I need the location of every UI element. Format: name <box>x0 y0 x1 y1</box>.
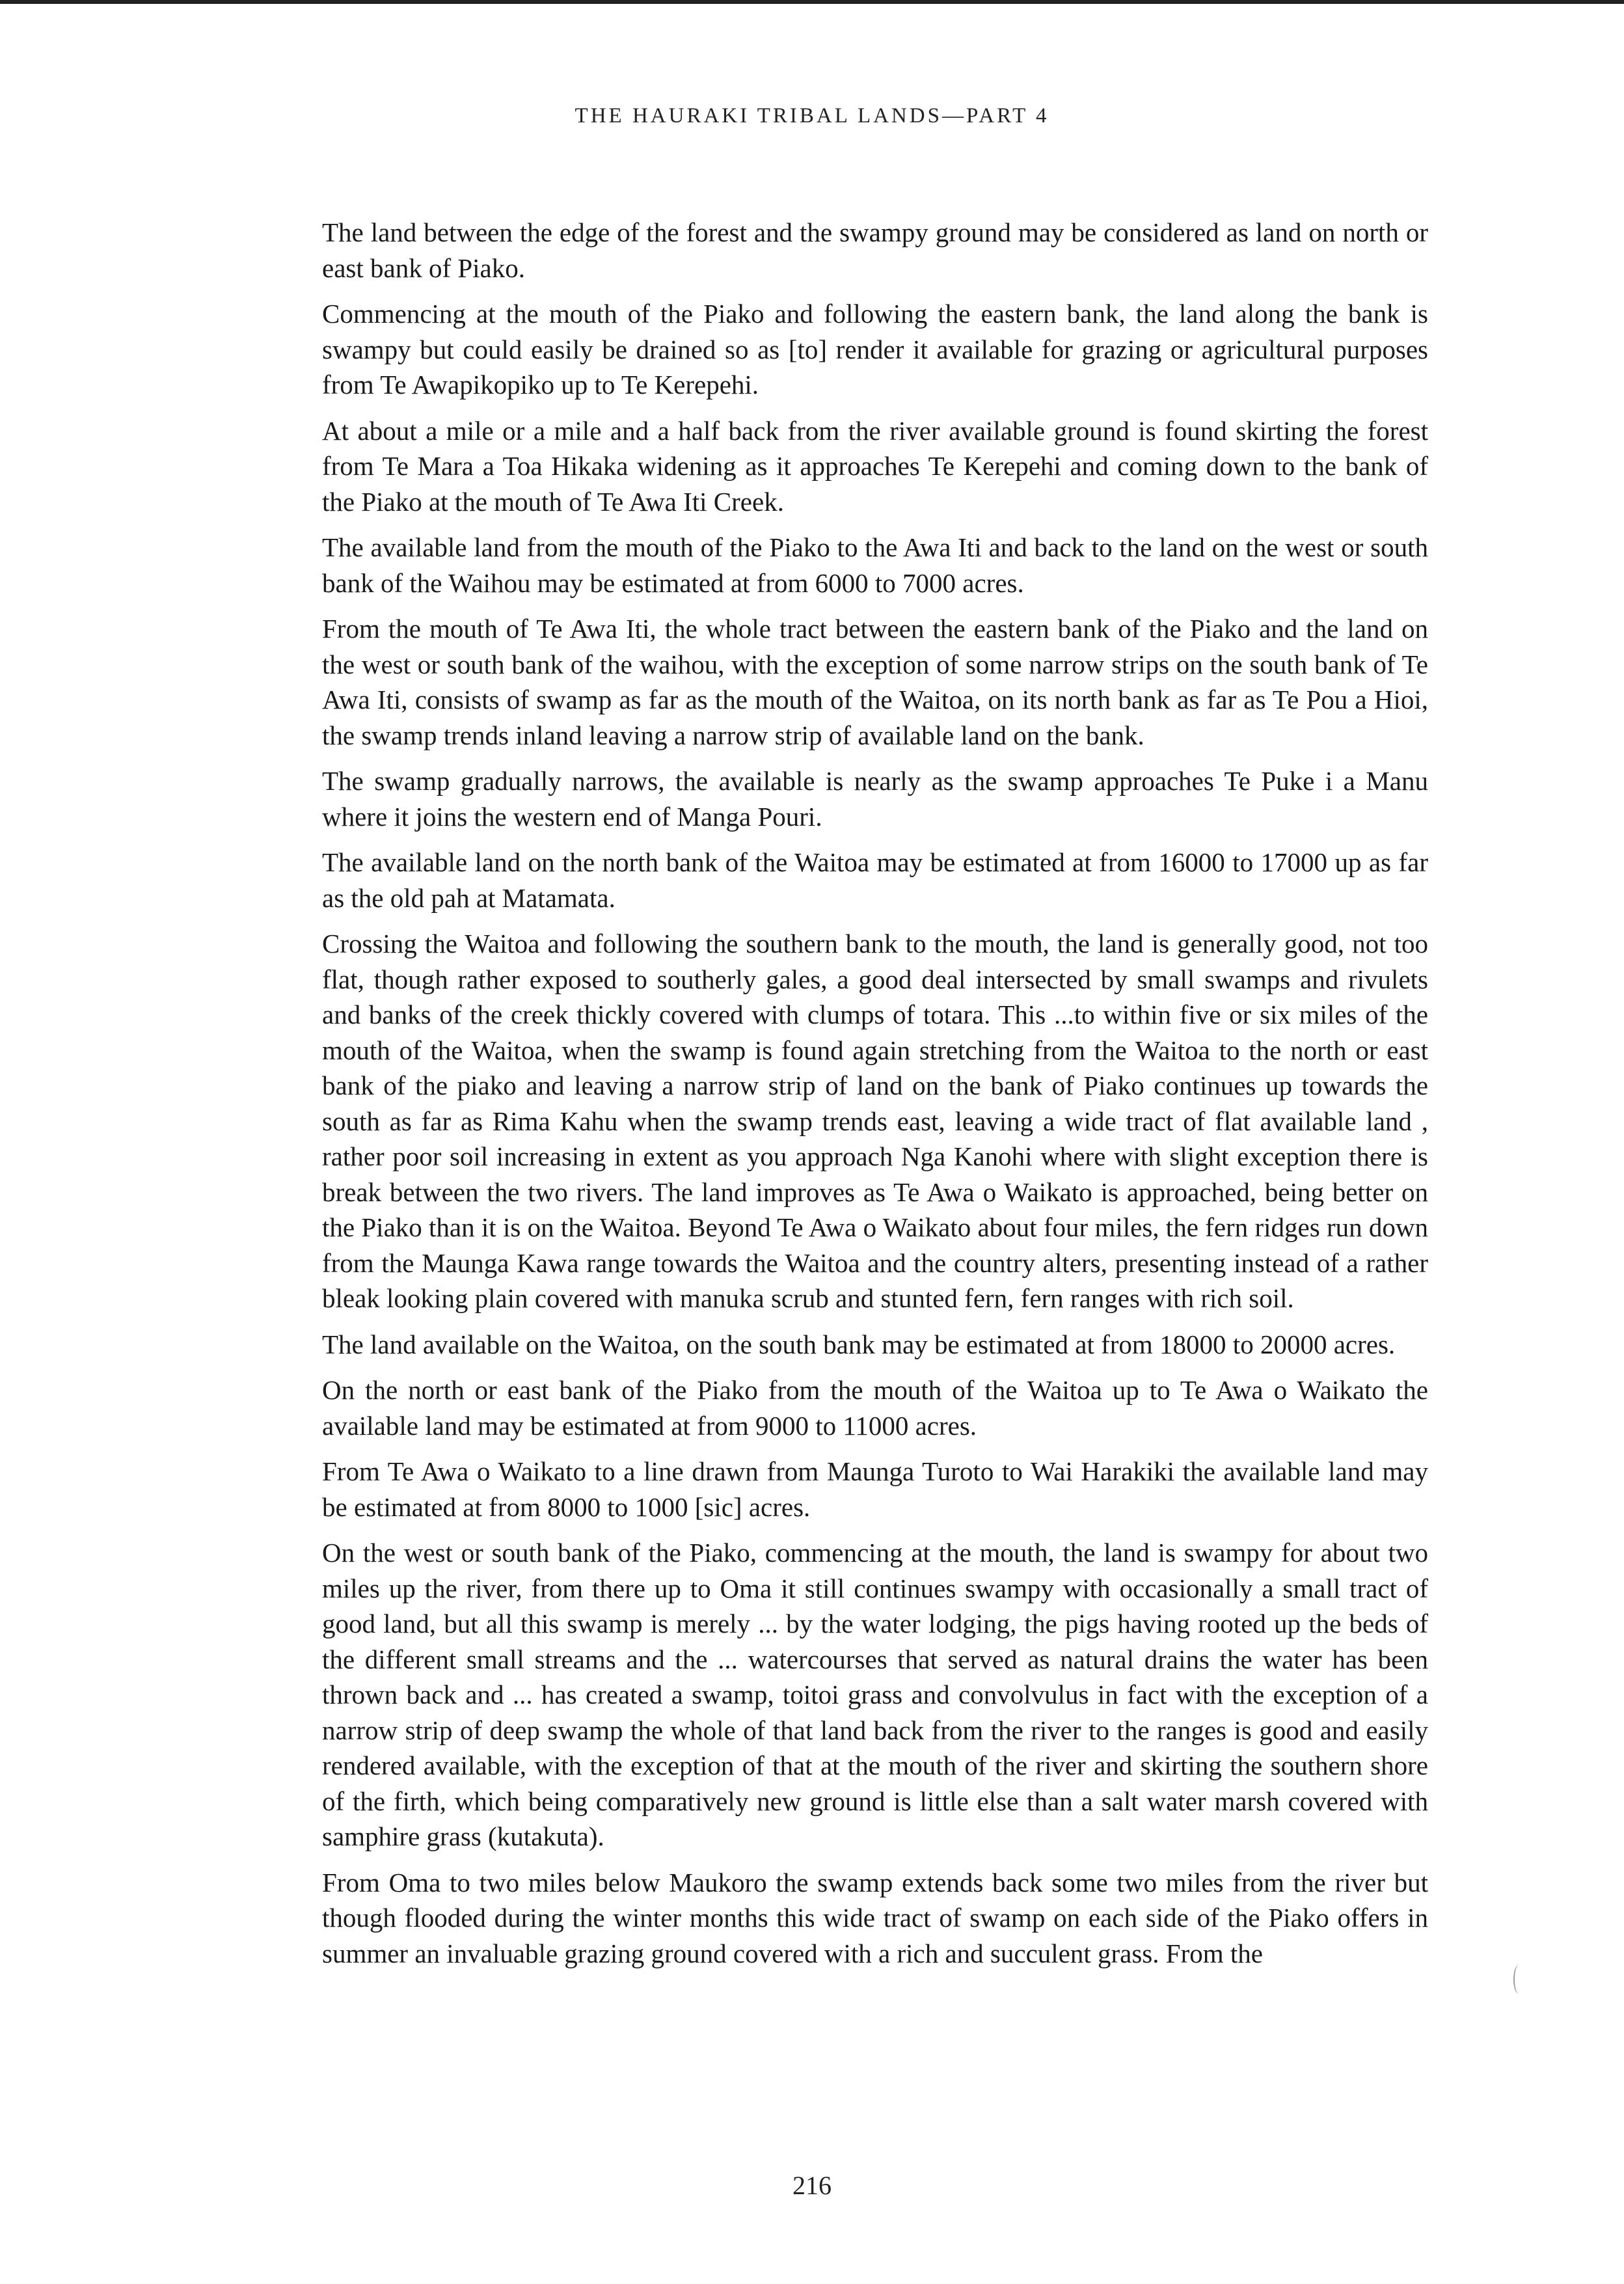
paragraph: The land between the edge of the forest and the swampy ground may be considered as land on north or east bank of Piako. <box>322 217 1428 283</box>
top-border-rule <box>0 0 1624 4</box>
paragraph: Commencing at the mouth of the Piako and following the eastern bank, the land along the bank is swampy but could easily be drained so as [to] render it available for grazing or agricultural purposes from Te Awapikopiko up to Te Kerepehi. <box>322 299 1428 400</box>
paragraph: The available land on the north bank of the Waitoa may be estimated at from 16000 to 17000 up as far as the old pah at Matamata. <box>322 847 1428 913</box>
paragraph: From Te Awa o Waikato to a line drawn from Maunga Turoto to Wai Harakiki the available land may be estimated at from 8000 to 1000 [sic] acres. <box>322 1456 1428 1522</box>
paragraph: At about a mile or a mile and a half back from the river available ground is found skirting the forest from Te Mara a Toa Hikaka widening as it approaches Te Kerepehi and coming down to the bank of the Piako at the mouth of Te Awa Iti Creek. <box>322 415 1428 517</box>
paragraph: On the west or south bank of the Piako, commencing at the mouth, the land is swampy for about two miles up the river, from there up to Oma it still continues swampy with occasionally a small tract of good land, but all this swamp is merely ... by the water lodging, the pigs having rooted up the beds of the different small streams and the ... watercourses that served as natural drains the water has been thrown back and ... has created a swamp, toitoi grass and convolvulus in fact with the exception of a narrow strip of deep swamp the whole of that land back from the river to the ranges is good and easily rendered available, with the exception of that at the mouth of the river and skirting the southern shore of the firth, which being comparatively new ground is little else than a salt water marsh covered with samphire grass (kutakuta). <box>322 1538 1428 1851</box>
paragraph: From the mouth of Te Awa Iti, the whole tract between the eastern bank of the Piako and the land on the west or south bank of the waihou, with the exception of some narrow strips on the south bank of Te Awa Iti, consists of swamp as far as the mouth of the Waitoa, on its north bank as far as Te Pou a Hioi, the swamp trends inland leaving a narrow strip of available land on the bank. <box>322 614 1428 750</box>
margin-pencil-mark <box>1513 1965 1524 1994</box>
paragraph: The land available on the Waitoa, on the south bank may be estimated at from 18000 to 20000 acres. <box>322 1329 1396 1359</box>
paragraph: The available land from the mouth of the Piako to the Awa Iti and back to the land on the west or south bank of the Waihou may be estimated at from 6000 to 7000 acres. <box>322 532 1428 598</box>
paragraph: From Oma to two miles below Maukoro the swamp extends back some two miles from the river but though flooded during the winter months this wide tract of swamp on each side of the Piako offers in summer an invaluable grazing ground covered with a rich and succulent grass. From the <box>322 1867 1428 1968</box>
paragraph: Crossing the Waitoa and following the southern bank to the mouth, the land is generally good, not too flat, though rather exposed to southerly gales, a good deal intersected by small swamps and rivulets and banks of the creek thickly covered with clumps of totara. This ...to within five or six miles of the mouth of the Waitoa, when the swamp is found again stretching from the Waitoa to the north or east bank of the piako and leaving a narrow strip of land on the bank of Piako continues up towards the south as far as Rima Kahu when the swamp trends east, leaving a wide tract of flat available land , rather poor soil increasing in extent as you approach Nga Kanohi where with slight exception there is break between the two rivers. The land improves as Te Awa o Waikato is approached, being better on the Piako than it is on the Waitoa. Beyond Te Awa o Waikato about four miles, the fern ridges run down from the Maunga Kawa range towards the Waitoa and the country alters, presenting instead of a rather bleak looking plain covered with manuka scrub and stunted fern, fern ranges with rich soil. <box>322 929 1428 1313</box>
running-head: THE HAURAKI TRIBAL LANDS—PART 4 <box>575 104 1049 128</box>
page-body <box>322 215 1428 1981</box>
page-number: 216 <box>792 2171 832 2200</box>
paragraph: On the north or east bank of the Piako from the mouth of the Waitoa up to Te Awa o Waikato the available land may be estimated at from 9000 to 11000 acres. <box>322 1375 1428 1441</box>
paragraph: The swamp gradually narrows, the available is nearly as the swamp approaches Te Puke i a Manu where it joins the western end of Manga Pouri. <box>322 766 1428 832</box>
